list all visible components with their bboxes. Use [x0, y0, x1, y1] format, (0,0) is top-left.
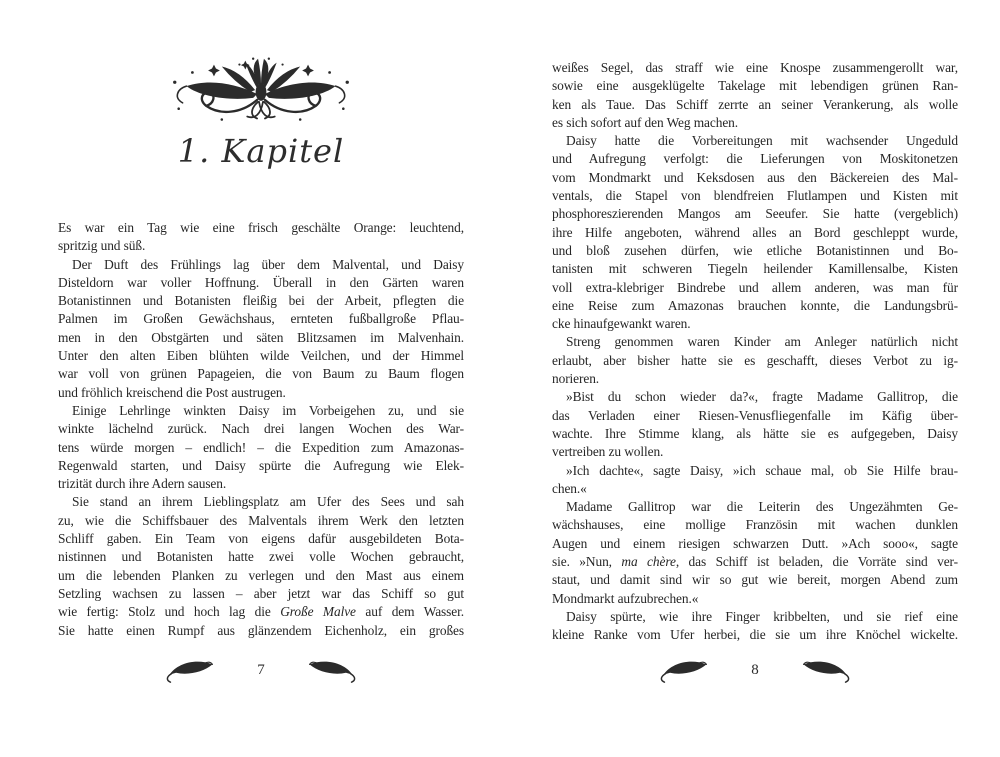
text-line: Botanistinnen und Botanisten fleißig bei der Arbeit, pflegten die	[58, 293, 464, 309]
text-line: sie. »Nun, ma chère, das Schiff ist beladen, die Vorräte sind ver-	[552, 554, 959, 570]
page-number: 8	[751, 661, 759, 678]
leaf-flourish-icon	[657, 655, 713, 685]
text-line: Setzling wachsen zu lassen – aber jetzt war das Schiff so gut	[58, 585, 464, 601]
page-right-footer	[552, 655, 958, 685]
text-line: zu, wie die Schiffsbauer des Malventals ihrem Werk den letzten	[58, 512, 464, 528]
text-line: norieren.	[552, 371, 600, 387]
text-line: erlaubt, aber bisher hatte sie es geschafft, dieses Verbot zu ig-	[552, 352, 958, 368]
text-line: wie fertig: Stolz und hoch lag die Große Malve auf dem Wasser.	[58, 604, 464, 620]
text-line: war voll von grünen Papageien, die von Baum zu Baum flogen	[58, 366, 464, 382]
page-number: 7	[257, 661, 265, 678]
text-line: sowie eine ausgeklügelte Takelage mit lebendigen grünen Ran-	[552, 78, 958, 94]
leaf-flourish-icon	[797, 655, 853, 685]
text-line: phosphoreszierenden Mangos am Seeufer. Sie hatte (vergeblich)	[552, 206, 958, 222]
text-line: »Ich dachte«, sagte Daisy, »ich schaue mal, ob Sie Hilfe brau-	[566, 462, 958, 478]
text-line: ihre Hilfe angeboten, während alles an Bord geschleppt wurde,	[552, 224, 958, 240]
text-line: und fröhlich kreischend die Post austrugen.	[58, 384, 286, 400]
text-line: staut, und damit sind wir so gut wie bereit, morgen Abend zum	[552, 572, 958, 588]
text-line: cke hinaufgewankt waren.	[552, 316, 691, 332]
text-line: »Bist du schon wieder da?«, fragte Madame Gallitrop, die	[566, 389, 958, 405]
text-line: Daisy hatte die Vorbereitungen mit wachsender Ungeduld	[566, 133, 958, 149]
text-line: Daisy spürte, wie ihre Finger kribbelten, und sie rief eine	[566, 608, 958, 624]
text-line: nistinnen und Botanisten hatte zwei volle Wochen gebraucht,	[58, 549, 464, 565]
text-line: ken als Taue. Das Schiff zerrte an seiner Verankerung, als wolle	[552, 96, 958, 112]
text-line: Mondmarkt aufzubrechen.«	[552, 590, 699, 606]
text-line: ventals, die Stapel von blendfreien Flutlampen und Kisten mit	[552, 188, 958, 204]
text-line: tens würde morgen – endlich! – die Expedition zum Amazonas-	[58, 439, 464, 455]
chapter-title: 1. Kapitel	[177, 132, 345, 170]
text-line: Regenwald starten, und Daisy spürte die Aufregung wie Elek-	[58, 457, 464, 473]
text-line: eine Reise zum Amazonas brauchen konnte, die Landungsbrü-	[552, 297, 958, 313]
text-line: vom Mondmarkt und Keksdosen aus den Bäckereien des Mal-	[552, 169, 958, 185]
page-left	[58, 0, 464, 757]
text-line: weißes Segel, das straff wie eine Knospe zusammengerollt war,	[552, 60, 958, 75]
page-left-body	[58, 219, 464, 640]
text-line: Madame Gallitrop war die Leiterin des Ungezähmten Ge-	[566, 499, 958, 515]
text-line: Sie hatte einen Rumpf aus glänzendem Eichenholz, ein großes	[58, 622, 464, 638]
text-line: Unter den alten Eiben blühten wilde Veilchen, und der Himmel	[58, 348, 464, 364]
text-line: Palmen im Großen Gewächshaus, ernteten fußballgroße Pflau-	[58, 311, 464, 327]
page-right	[552, 0, 958, 757]
leaf-flourish-icon	[303, 655, 359, 685]
text-line: winkte lächelnd zurück. Nach drei langen Wochen des War-	[58, 421, 464, 437]
text-line: trizität durch ihre Adern sausen.	[58, 476, 227, 492]
text-line: Der Duft des Frühlings lag über dem Malvental, und Daisy	[72, 256, 464, 272]
text-line: chen.«	[552, 480, 587, 496]
text-line: es sich sofort auf den Weg machen.	[552, 114, 739, 130]
text-line: kleine Ranke vom Ufer herbei, die sie um ihre Knöchel wickelte.	[552, 627, 958, 643]
text-line: voll extra-klebriger Bindrebe und allem anderen, was man für	[552, 279, 958, 295]
text-line: wachte. Ihre Stimme klang, als hätte sie es aufgegeben, Daisy	[552, 425, 958, 441]
page-left-footer	[58, 655, 464, 685]
leaf-flourish-icon	[163, 655, 219, 685]
text-line: um die lebenden Planken zu verlegen und den Mast aus einem	[58, 567, 464, 583]
text-line: vertreiben zu wollen.	[552, 444, 664, 460]
text-line: spritzig und süß.	[58, 238, 146, 254]
text-line: und Aufregung verfolgt: die Lieferungen von Moskitonetzen	[552, 151, 958, 167]
text-line: tanisten mit schweren Tiegeln heilender Kamillensalbe, Kisten	[552, 261, 958, 277]
text-line: wächshauses, eine mollige Französin mit wachen dunklen	[552, 517, 958, 533]
text-line: und bloß zusehen dürfen, wie etliche Botanistinnen und Bo-	[552, 242, 958, 258]
text-line: Schliff gaben. Ein Team von eigens dafür ausgebildeten Bota-	[58, 531, 464, 547]
chapter-ornament-bee-flourish-icon	[163, 54, 359, 134]
text-line: das Verladen einer Riesen-Venusfliegenfalle im Käfig über-	[552, 407, 958, 423]
text-line: Streng genommen waren Kinder am Anleger natürlich nicht	[566, 334, 958, 350]
text-line: Disteldorn war voller Hoffnung. Überall in den Gärten waren	[58, 274, 464, 290]
text-line: Einige Lehrlinge winkten Daisy im Vorbeigehen zu, und sie	[72, 402, 464, 418]
text-line: Es war ein Tag wie eine frisch geschälte Orange: leuchtend,	[58, 220, 464, 235]
page-right-body	[552, 59, 958, 645]
text-line: men in den Obstgärten und säten Blitzsamen im Malvenhain.	[58, 329, 464, 345]
text-line: Augen und einem riesigen schwarzen Dutt. »Ach sooo«, sagte	[552, 535, 958, 551]
text-line: Sie stand an ihrem Lieblingsplatz am Ufer des Sees und sah	[72, 494, 464, 510]
